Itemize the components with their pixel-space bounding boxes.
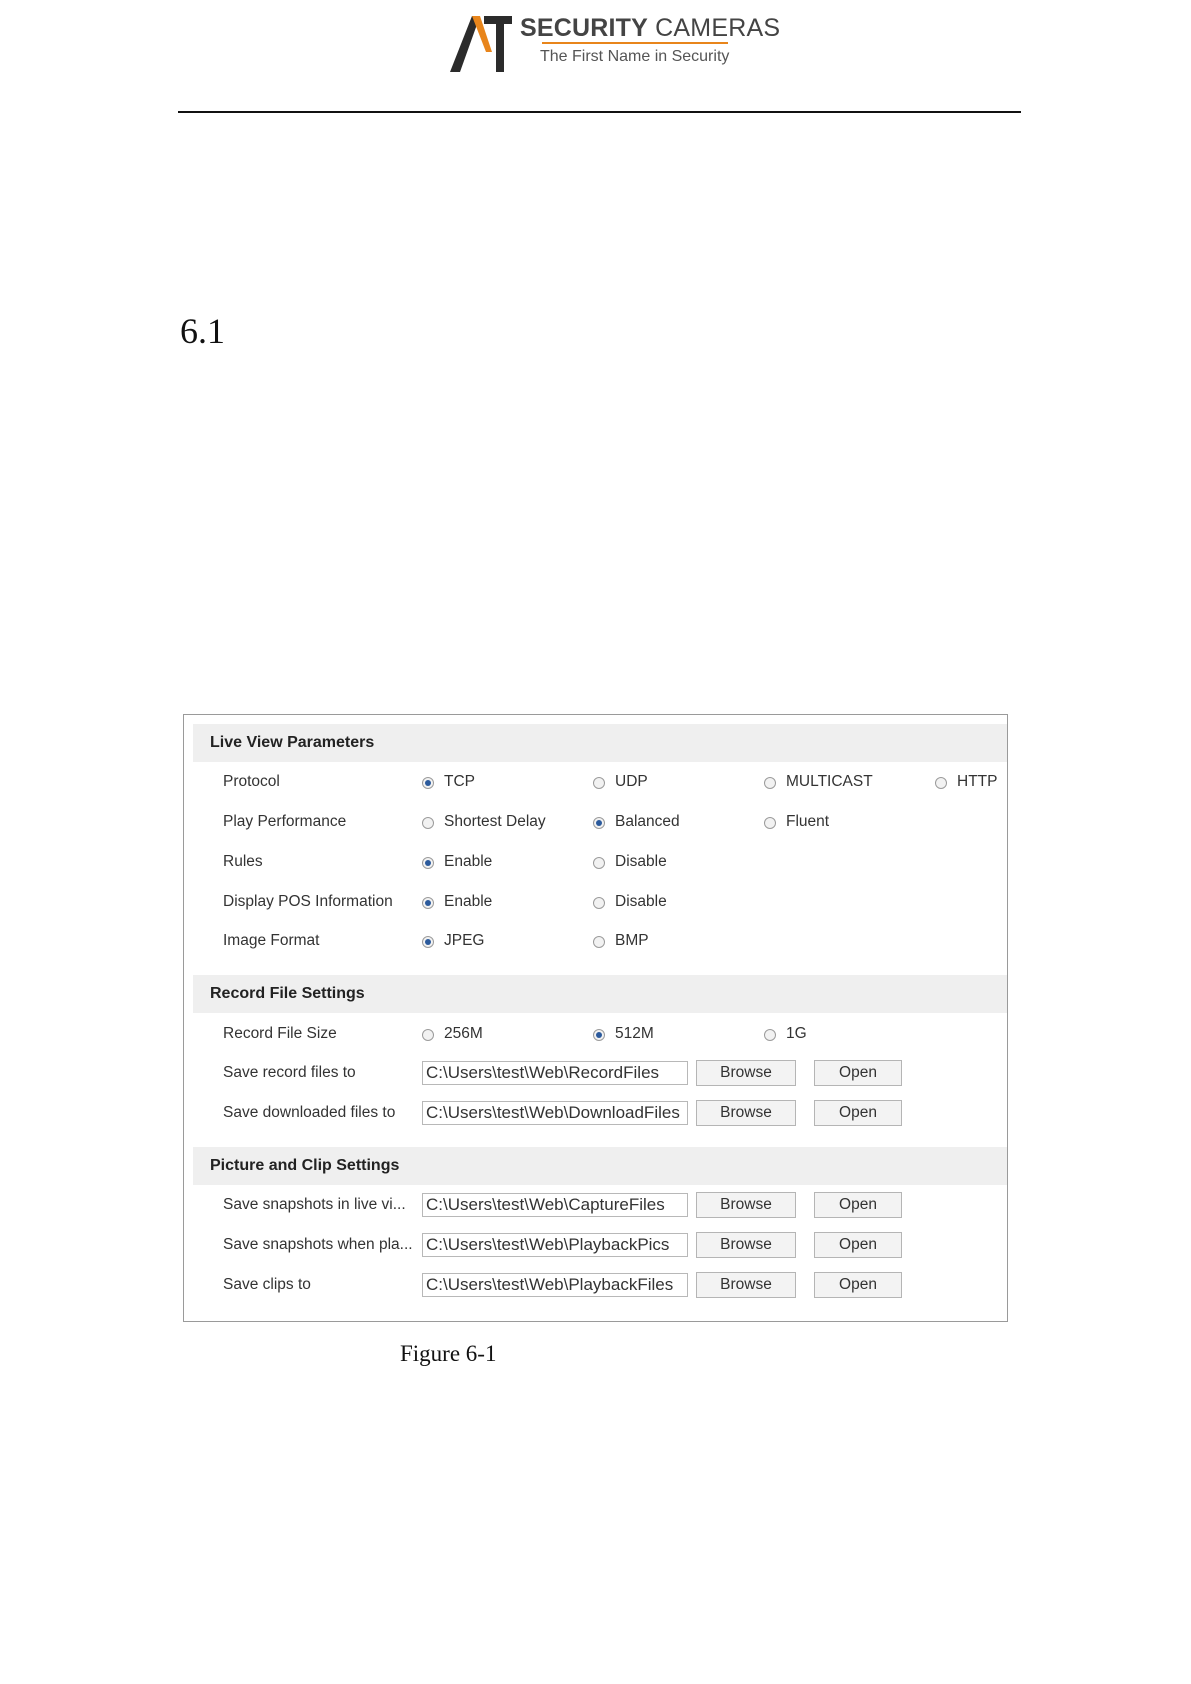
- local-config-panel: [183, 714, 1008, 1322]
- record-file-size-label: Record File Size: [223, 1025, 337, 1042]
- figure-caption: Figure 6-1: [400, 1341, 497, 1366]
- rules-disable-radio[interactable]: Disable: [593, 853, 667, 871]
- format-jpeg-radio[interactable]: JPEG: [422, 932, 484, 950]
- record-file-header: Record File Settings: [193, 975, 1007, 1013]
- radio-icon: [764, 1029, 776, 1041]
- browse-record-button[interactable]: Browse: [696, 1060, 796, 1086]
- pos-enable-radio[interactable]: Enable: [422, 893, 492, 911]
- a1-logo-mark-icon: [448, 12, 520, 74]
- open-snap-playback-button[interactable]: Open: [814, 1232, 902, 1258]
- header-rule: [178, 111, 1021, 113]
- format-bmp-radio[interactable]: BMP: [593, 932, 649, 950]
- section-number: 6.1: [180, 311, 225, 351]
- save-clips-path-input[interactable]: C:\Users\test\Web\PlaybackFiles: [422, 1273, 688, 1297]
- brand-name: SECURITY CAMERAS: [520, 14, 781, 42]
- picture-clip-header: Picture and Clip Settings: [193, 1147, 1007, 1185]
- brand-underline: [542, 42, 728, 44]
- radio-icon: [593, 857, 605, 869]
- radio-icon: [764, 817, 776, 829]
- display-pos-label: Display POS Information: [223, 893, 393, 910]
- rules-enable-radio[interactable]: Enable: [422, 853, 492, 871]
- browse-snap-playback-button[interactable]: Browse: [696, 1232, 796, 1258]
- open-record-button[interactable]: Open: [814, 1060, 902, 1086]
- save-downloaded-label: Save downloaded files to: [223, 1104, 396, 1121]
- radio-icon: [593, 1029, 605, 1041]
- radio-icon: [593, 936, 605, 948]
- pos-disable-radio[interactable]: Disable: [593, 893, 667, 911]
- brand-tagline: The First Name in Security: [540, 48, 730, 65]
- save-record-label: Save record files to: [223, 1064, 356, 1081]
- protocol-tcp-radio[interactable]: TCP: [422, 773, 475, 791]
- snap-live-path-input[interactable]: C:\Users\test\Web\CaptureFiles: [422, 1193, 688, 1217]
- play-balanced-radio[interactable]: Balanced: [593, 813, 680, 831]
- rules-label: Rules: [223, 853, 263, 870]
- protocol-multicast-radio[interactable]: MULTICAST: [764, 773, 873, 791]
- size-1g-radio[interactable]: 1G: [764, 1025, 807, 1043]
- protocol-http-radio[interactable]: HTTP: [935, 773, 997, 791]
- radio-icon: [593, 817, 605, 829]
- size-256m-radio[interactable]: 256M: [422, 1025, 483, 1043]
- protocol-label: Protocol: [223, 773, 280, 790]
- open-downloaded-button[interactable]: Open: [814, 1100, 902, 1126]
- company-logo: [448, 12, 781, 76]
- play-fluent-radio[interactable]: Fluent: [764, 813, 829, 831]
- size-512m-radio[interactable]: 512M: [593, 1025, 654, 1043]
- image-format-label: Image Format: [223, 932, 320, 949]
- radio-icon: [422, 897, 434, 909]
- browse-downloaded-button[interactable]: Browse: [696, 1100, 796, 1126]
- save-record-path-input[interactable]: C:\Users\test\Web\RecordFiles: [422, 1061, 688, 1085]
- play-performance-label: Play Performance: [223, 813, 347, 830]
- save-clips-label: Save clips to: [223, 1276, 311, 1293]
- radio-icon: [422, 817, 434, 829]
- radio-icon: [764, 777, 776, 789]
- open-snap-live-button[interactable]: Open: [814, 1192, 902, 1218]
- snap-live-label: Save snapshots in live vi...: [223, 1196, 406, 1213]
- radio-icon: [422, 1029, 434, 1041]
- snap-playback-label: Save snapshots when pla...: [223, 1236, 413, 1253]
- open-clips-button[interactable]: Open: [814, 1272, 902, 1298]
- snap-playback-path-input[interactable]: C:\Users\test\Web\PlaybackPics: [422, 1233, 688, 1257]
- play-shortest-delay-radio[interactable]: Shortest Delay: [422, 813, 546, 831]
- radio-icon: [422, 936, 434, 948]
- save-downloaded-path-input[interactable]: C:\Users\test\Web\DownloadFiles: [422, 1101, 688, 1125]
- live-view-header: Live View Parameters: [193, 724, 1007, 762]
- radio-icon: [935, 777, 947, 789]
- radio-icon: [593, 897, 605, 909]
- radio-icon: [422, 857, 434, 869]
- browse-clips-button[interactable]: Browse: [696, 1272, 796, 1298]
- protocol-udp-radio[interactable]: UDP: [593, 773, 648, 791]
- browse-snap-live-button[interactable]: Browse: [696, 1192, 796, 1218]
- radio-icon: [422, 777, 434, 789]
- radio-icon: [593, 777, 605, 789]
